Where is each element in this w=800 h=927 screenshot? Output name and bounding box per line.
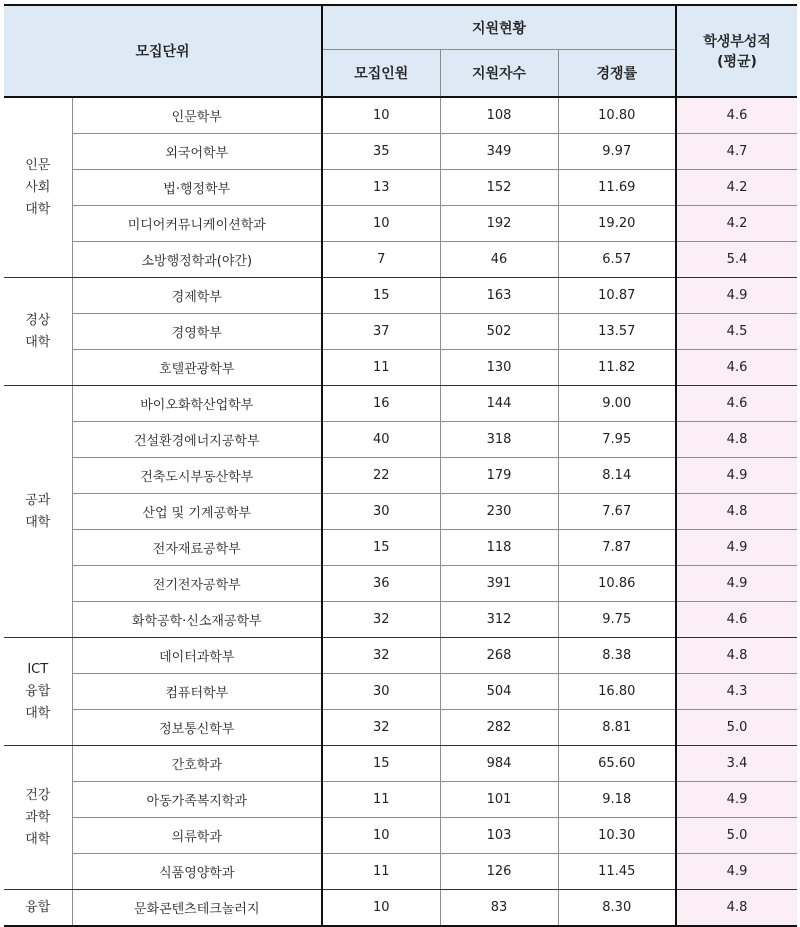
header-score — [676, 5, 797, 97]
quota-cell: 32 — [322, 710, 440, 746]
table-row — [4, 206, 797, 242]
header-unit: 모집단위 — [4, 5, 322, 97]
score-cell: 4.6 — [676, 350, 797, 386]
applicants-cell: 268 — [440, 638, 558, 674]
major-cell: 컴퓨터학부 — [72, 674, 322, 710]
college-label-line: 대학 — [25, 705, 51, 721]
quota-cell: 10 — [322, 97, 440, 134]
major-cell: 의류학과 — [72, 818, 322, 854]
applicants-cell: 504 — [440, 674, 558, 710]
table-row — [4, 97, 797, 134]
applicants-cell: 230 — [440, 494, 558, 530]
applicants-cell: 83 — [440, 890, 558, 927]
score-cell: 3.4 — [676, 746, 797, 782]
quota-cell: 10 — [322, 890, 440, 927]
table-row — [4, 890, 797, 927]
quota-cell: 11 — [322, 854, 440, 890]
college-cell — [4, 278, 72, 386]
table-row — [4, 854, 797, 890]
college-label-line: ICT — [27, 661, 49, 677]
applicants-cell: 163 — [440, 278, 558, 314]
applicants-cell: 502 — [440, 314, 558, 350]
applicants-cell: 144 — [440, 386, 558, 422]
applicants-cell: 179 — [440, 458, 558, 494]
ratio-cell: 10.80 — [558, 97, 676, 134]
score-cell: 4.8 — [676, 890, 797, 927]
applicants-cell: 130 — [440, 350, 558, 386]
quota-cell: 15 — [322, 746, 440, 782]
score-cell: 5.0 — [676, 818, 797, 854]
college-cell — [4, 97, 72, 278]
quota-cell: 36 — [322, 566, 440, 602]
major-cell: 데이터과학부 — [72, 638, 322, 674]
table-row — [4, 638, 797, 674]
major-cell: 법·행정학부 — [72, 170, 322, 206]
header-score-line2: (평균) — [717, 54, 757, 70]
table-row — [4, 782, 797, 818]
quota-cell: 30 — [322, 494, 440, 530]
quota-cell: 32 — [322, 602, 440, 638]
major-cell: 화학공학·신소재공학부 — [72, 602, 322, 638]
quota-cell: 10 — [322, 206, 440, 242]
table-row — [4, 674, 797, 710]
major-cell: 건축도시부동산학부 — [72, 458, 322, 494]
ratio-cell: 11.45 — [558, 854, 676, 890]
table-row — [4, 350, 797, 386]
score-cell: 5.0 — [676, 710, 797, 746]
applicants-cell: 103 — [440, 818, 558, 854]
score-cell: 4.7 — [676, 134, 797, 170]
table-body — [4, 97, 797, 926]
quota-cell: 16 — [322, 386, 440, 422]
score-cell: 4.8 — [676, 638, 797, 674]
quota-cell: 22 — [322, 458, 440, 494]
college-label-line: 대학 — [25, 514, 51, 530]
applicants-cell: 349 — [440, 134, 558, 170]
table-row — [4, 710, 797, 746]
college-label-line: 대학 — [25, 201, 51, 217]
score-cell: 4.2 — [676, 170, 797, 206]
college-cell — [4, 746, 72, 890]
college-label-line: 공과 — [25, 492, 51, 508]
table-row — [4, 818, 797, 854]
major-cell: 건설환경에너지공학부 — [72, 422, 322, 458]
ratio-cell: 10.87 — [558, 278, 676, 314]
ratio-cell: 7.87 — [558, 530, 676, 566]
table-row — [4, 134, 797, 170]
college-label-line: 사회 — [25, 179, 51, 195]
ratio-cell: 10.30 — [558, 818, 676, 854]
college-label-line: 대학 — [25, 334, 51, 350]
score-cell: 4.9 — [676, 530, 797, 566]
major-cell: 전자재료공학부 — [72, 530, 322, 566]
major-cell: 호텔관광학부 — [72, 350, 322, 386]
quota-cell: 7 — [322, 242, 440, 278]
score-cell: 5.4 — [676, 242, 797, 278]
ratio-cell: 8.38 — [558, 638, 676, 674]
table-row — [4, 170, 797, 206]
score-cell: 4.9 — [676, 278, 797, 314]
college-label-line: 건강 — [25, 787, 51, 803]
quota-cell: 15 — [322, 278, 440, 314]
score-cell: 4.3 — [676, 674, 797, 710]
score-cell: 4.8 — [676, 494, 797, 530]
table-row — [4, 566, 797, 602]
applicants-cell: 46 — [440, 242, 558, 278]
major-cell: 간호학과 — [72, 746, 322, 782]
applicants-cell: 984 — [440, 746, 558, 782]
major-cell: 외국어학부 — [72, 134, 322, 170]
admission-table — [4, 4, 797, 927]
college-label-line: 경상 — [25, 312, 51, 328]
applicants-cell: 126 — [440, 854, 558, 890]
college-label-line: 과학 — [25, 809, 51, 825]
ratio-cell: 19.20 — [558, 206, 676, 242]
applicants-cell: 118 — [440, 530, 558, 566]
table-row — [4, 530, 797, 566]
major-cell: 정보통신학부 — [72, 710, 322, 746]
quota-cell: 15 — [322, 530, 440, 566]
ratio-cell: 9.97 — [558, 134, 676, 170]
header-ratio: 경쟁률 — [558, 50, 676, 98]
applicants-cell: 282 — [440, 710, 558, 746]
college-cell — [4, 386, 72, 638]
ratio-cell: 65.60 — [558, 746, 676, 782]
applicants-cell: 391 — [440, 566, 558, 602]
ratio-cell: 7.95 — [558, 422, 676, 458]
score-cell: 4.5 — [676, 314, 797, 350]
college-label-line: 대학 — [25, 831, 51, 847]
ratio-cell: 9.00 — [558, 386, 676, 422]
college-label-line: 융합 — [25, 683, 51, 699]
applicants-cell: 312 — [440, 602, 558, 638]
ratio-cell: 10.86 — [558, 566, 676, 602]
quota-cell: 37 — [322, 314, 440, 350]
table-row — [4, 422, 797, 458]
ratio-cell: 11.69 — [558, 170, 676, 206]
quota-cell: 10 — [322, 818, 440, 854]
score-cell: 4.9 — [676, 458, 797, 494]
header-applicants: 지원자수 — [440, 50, 558, 98]
quota-cell: 11 — [322, 782, 440, 818]
major-cell: 산업 및 기계공학부 — [72, 494, 322, 530]
header-status: 지원현황 — [322, 5, 676, 50]
ratio-cell: 11.82 — [558, 350, 676, 386]
table-row — [4, 602, 797, 638]
score-cell: 4.6 — [676, 386, 797, 422]
applicants-cell: 108 — [440, 97, 558, 134]
quota-cell: 13 — [322, 170, 440, 206]
header-quota: 모집인원 — [322, 50, 440, 98]
ratio-cell: 16.80 — [558, 674, 676, 710]
major-cell: 미디어커뮤니케이션학과 — [72, 206, 322, 242]
table-row — [4, 278, 797, 314]
table-row — [4, 386, 797, 422]
major-cell: 인문학부 — [72, 97, 322, 134]
ratio-cell: 6.57 — [558, 242, 676, 278]
ratio-cell: 9.18 — [558, 782, 676, 818]
major-cell: 소방행정학과(야간) — [72, 242, 322, 278]
quota-cell: 40 — [322, 422, 440, 458]
score-cell: 4.6 — [676, 602, 797, 638]
score-cell: 4.8 — [676, 422, 797, 458]
table-row — [4, 242, 797, 278]
quota-cell: 32 — [322, 638, 440, 674]
major-cell: 문화콘텐츠테크놀러지 — [72, 890, 322, 927]
score-cell: 4.6 — [676, 97, 797, 134]
ratio-cell: 8.30 — [558, 890, 676, 927]
college-label-line: 인문 — [25, 157, 51, 173]
table-row — [4, 746, 797, 782]
applicants-cell: 152 — [440, 170, 558, 206]
score-cell: 4.9 — [676, 566, 797, 602]
ratio-cell: 8.14 — [558, 458, 676, 494]
ratio-cell: 7.67 — [558, 494, 676, 530]
applicants-cell: 101 — [440, 782, 558, 818]
applicants-cell: 318 — [440, 422, 558, 458]
college-cell — [4, 638, 72, 746]
score-cell: 4.9 — [676, 854, 797, 890]
major-cell: 경영학부 — [72, 314, 322, 350]
college-cell — [4, 890, 72, 927]
applicants-cell: 192 — [440, 206, 558, 242]
table-row — [4, 314, 797, 350]
college-label-line: 융합 — [25, 899, 51, 915]
quota-cell: 35 — [322, 134, 440, 170]
major-cell: 전기전자공학부 — [72, 566, 322, 602]
score-cell: 4.2 — [676, 206, 797, 242]
ratio-cell: 8.81 — [558, 710, 676, 746]
major-cell: 아동가족복지학과 — [72, 782, 322, 818]
table-row — [4, 494, 797, 530]
major-cell: 식품영양학과 — [72, 854, 322, 890]
score-cell: 4.9 — [676, 782, 797, 818]
header-score-line1: 학생부성적 — [703, 34, 771, 50]
major-cell: 경제학부 — [72, 278, 322, 314]
major-cell: 바이오화학산업학부 — [72, 386, 322, 422]
ratio-cell: 13.57 — [558, 314, 676, 350]
quota-cell: 30 — [322, 674, 440, 710]
ratio-cell: 9.75 — [558, 602, 676, 638]
table-row — [4, 458, 797, 494]
quota-cell: 11 — [322, 350, 440, 386]
